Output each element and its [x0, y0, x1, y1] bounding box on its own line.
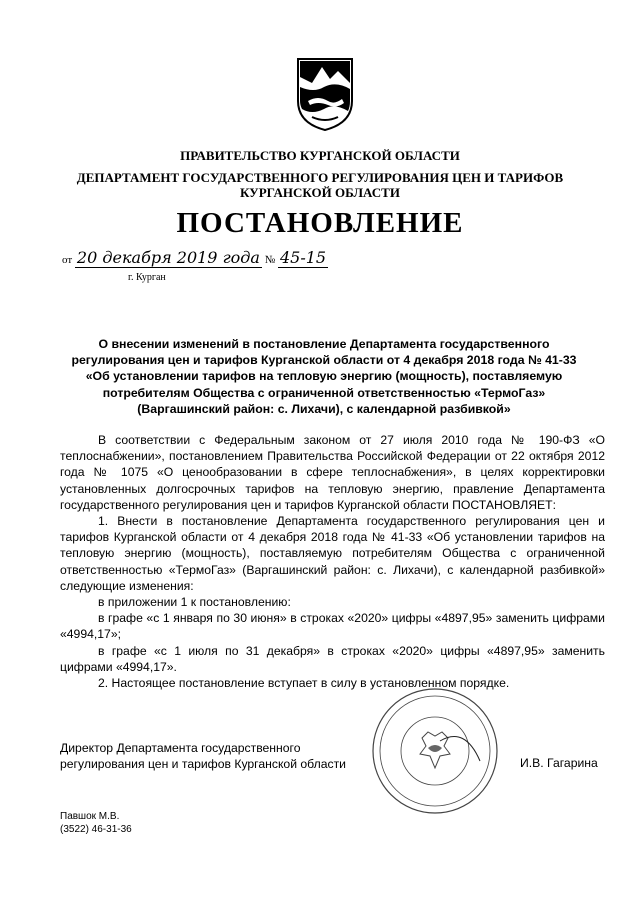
signature-position — [60, 740, 346, 772]
signature-position-line1: Директор Департамента государственного — [60, 741, 301, 755]
date-number-line — [62, 248, 328, 268]
official-stamp-seal — [370, 686, 500, 816]
government-name: ПРАВИТЕЛЬСТВО КУРГАНСКОЙ ОБЛАСТИ — [180, 148, 460, 163]
executor-info — [60, 810, 132, 836]
signer-name: И.В. Гагарина — [520, 756, 598, 770]
body-paragraph-item2: 2. Настоящее постановление вступает в силу в установленном порядке. — [98, 676, 510, 691]
document-subject: О внесении изменений в постановление Департамента государственного регулирования цен и тарифов Курганской области от 4 декабря 2018 года № 41-33 «Об установлении тарифов на тепловую энергию (мощность), поставляемую потребителям Общества с ограниченной ответственностью «ТермоГаз» (Варгашинский район: с. Лихачи), с календарной разбивкой» — [71, 337, 577, 416]
number-prefix: № — [264, 254, 276, 266]
body-paragraph-change2: в графе «с 1 июля по 31 декабря» в строках «2020» цифры «4897,95» заменить цифрами «4994,17». — [60, 643, 605, 674]
executor-phone: (3522) 46-31-36 — [60, 824, 132, 835]
body-paragraph-change1: в графе «с 1 января по 30 июня» в строках «2020» цифры «4897,95» заменить цифрами «4994,17»; — [60, 611, 605, 642]
document-body — [60, 432, 605, 691]
body-paragraph-item1: 1. Внести в постановление Департамента государственного регулирования цен и тарифов Курганской области от 4 декабря 2018 года № 41-33 «Об установлении тарифов на тепловую энергию (мощность), поставляемую потребителям Общества с ограниченной ответственностью «ТермоГаз» (Варгашинский район: с. Лихачи), с календарной разбивкой» следующие изменения: — [60, 514, 605, 593]
coat-of-arms-emblem — [294, 57, 356, 132]
body-paragraph-appendix: в приложении 1 к постановлению: — [98, 595, 291, 610]
body-paragraph-preamble: В соответствии с Федеральным законом от 27 июля 2010 года № 190-ФЗ «О теплоснабжении», постановлением Правительства Российской Федерации от 22 октября 2012 года № 1075 «О ценообразовании в сфере теплоснабжения», в целях корректировки установленных долгосрочных тарифов на тепловую энергию, правление Департамента государственного регулирования цен и тарифов Курганской области ПОСТАНОВЛЯЕТ: — [60, 433, 605, 512]
document-type-title: ПОСТАНОВЛЕНИЕ — [176, 207, 464, 239]
date-prefix: от — [62, 254, 73, 266]
department-name-line2: КУРГАНСКОЙ ОБЛАСТИ — [240, 185, 400, 200]
department-name-line1: ДЕПАРТАМЕНТ ГОСУДАРСТВЕННОГО РЕГУЛИРОВАНИЯ ЦЕН И ТАРИФОВ — [76, 170, 564, 185]
signature-position-line2: регулирования цен и тарифов Курганской области — [60, 757, 346, 772]
city-label: г. Курган — [128, 272, 166, 283]
handwritten-number: 45-15 — [279, 248, 327, 267]
handwritten-date: 20 декабря 2019 года — [76, 248, 260, 267]
executor-name: Павшок М.В. — [60, 811, 120, 822]
